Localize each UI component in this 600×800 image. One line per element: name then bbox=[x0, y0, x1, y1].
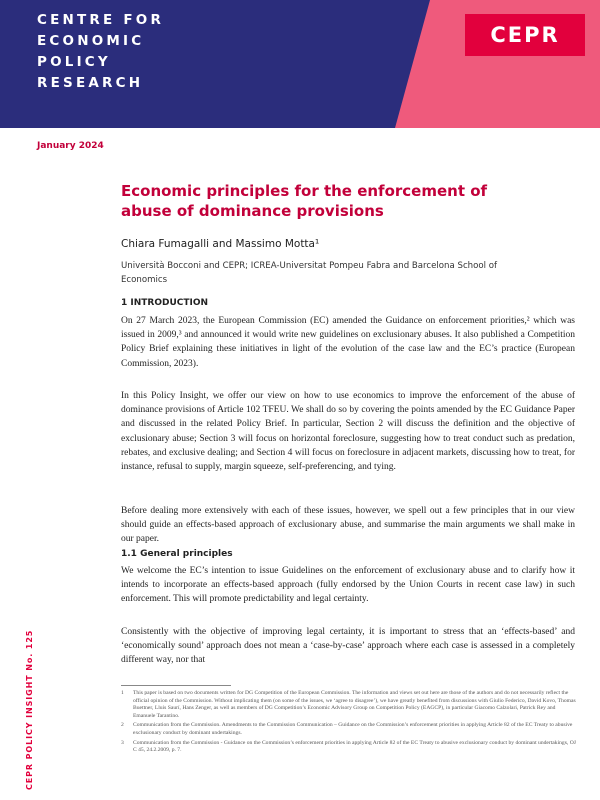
footnote-text: Communication from the Commission. Amendments to the Commission Communication – Guidance on the Commission’s enforcement priorities in applying Article 82 of the EC Treaty to abusive exclusionary conduct by dominant undertakings. bbox=[133, 722, 573, 736]
footnote-number: 1 bbox=[121, 690, 124, 696]
publication-date: January 2024 bbox=[37, 141, 104, 151]
org-name bbox=[37, 10, 164, 94]
footnote bbox=[121, 690, 576, 720]
footnote-number: 2 bbox=[121, 722, 124, 729]
policy-insight-label: CEPR POLICY INSIGHT No. 125 bbox=[25, 629, 34, 790]
org-name-line: CENTRE FOR bbox=[37, 12, 165, 28]
footnote bbox=[121, 722, 576, 737]
org-name-line: RESEARCH bbox=[37, 75, 144, 91]
paragraph: Before dealing more extensively with each of these issues, however, we spell out a few principles that in our view should guide an effects-based approach of exclusionary abuse, and summarise the main arguments we shall make in our paper. bbox=[121, 506, 575, 545]
paragraph: In this Policy Insight, we offer our view on how to use economics to improve the enforcement of the abuse of dominance provisions of Article 102 TFEU. We shall do so by covering the points amended by the EC Guidance Paper and discussed in the related Policy Brief. In particular, Section 2 will discuss the definition and the objective of exclusionary abuse; Section 3 will focus on horizontal foreclosure, suggesting how to treat conduct such as predation, rebates, and exclusive dealing; and Section 4 will focus on foreclosure in adjacent markets, discussing how to treat, for instance, refusal to supply, margin squeeze, self-preferencing, and tying. bbox=[121, 391, 575, 473]
org-name-line: ECONOMIC bbox=[37, 33, 145, 49]
affiliation: Università Bocconi and CEPR; ICREA-Universitat Pompeu Fabra and Barcelona School of Economics bbox=[121, 261, 498, 285]
subsection-heading-general-principles: 1.1 General principles bbox=[121, 549, 233, 559]
header-band bbox=[0, 0, 600, 128]
footnotes bbox=[121, 690, 576, 757]
footnote bbox=[121, 740, 576, 755]
authors: Chiara Fumagalli and Massimo Motta¹ bbox=[121, 238, 320, 250]
paragraph: On 27 March 2023, the European Commission (EC) amended the Guidance on enforcement priorities,² which was issued in 2009,³ and announced it would write new guidelines on exclusionary abuses. It also published a Competition Policy Brief explaining these initiatives in light of the evolution of the case law and the EC’s practice (European Commission, 2023). bbox=[121, 316, 575, 369]
footnote-divider bbox=[121, 685, 231, 686]
org-name-line: POLICY bbox=[37, 54, 111, 70]
section-heading-introduction: 1 INTRODUCTION bbox=[121, 298, 209, 308]
paper-title: Economic principles for the enforcement of abuse of dominance provisions bbox=[121, 182, 488, 220]
footnote-number: 3 bbox=[121, 739, 124, 746]
paragraph: Consistently with the objective of improving legal certainty, it is important to stress that an ‘effects-based’ and ‘economically sound’ approach does not mean a ‘case-by-case’ approach where each case is assessed in a completely different way, nor that bbox=[121, 627, 575, 666]
paragraph: We welcome the EC’s intention to issue Guidelines on the enforcement of exclusionary abuse and to clarify how it intends to incorporate an effects-based approach (fully endorsed by the Union Courts in recent case law) in such enforcement. This will promote predictability and legal certainty. bbox=[121, 566, 575, 605]
footnote-text: This paper is based on two documents written for DG Competition of the European Commission. The information and views set out here are those of the authors and do not necessarily reflect the official opinion of the Commission. Without implicating them (on some of the issues, we ‘agree to disagree’), we have greatly benefited from discussions with Giulio Federico, David Kovo, Thomas Buettner, Lluis Saurí, Hans Zenger, as well as members of DG Competition’s Economic Advisory Group on Competition Policy (EAGCP), in particular Giacomo Calzolari, Patrick Rey and Emanuele Tarantino. bbox=[133, 690, 576, 719]
cepr-logo: CEPR bbox=[465, 14, 585, 56]
footnote-text: Communication from the Commission - Guidance on the Commission’s enforcement priorities in applying Article 82 of the EC Treaty to abusive exclusionary conduct by dominant undertakings, OJ C 45, 24.2.2009, p. 7. bbox=[133, 739, 576, 754]
